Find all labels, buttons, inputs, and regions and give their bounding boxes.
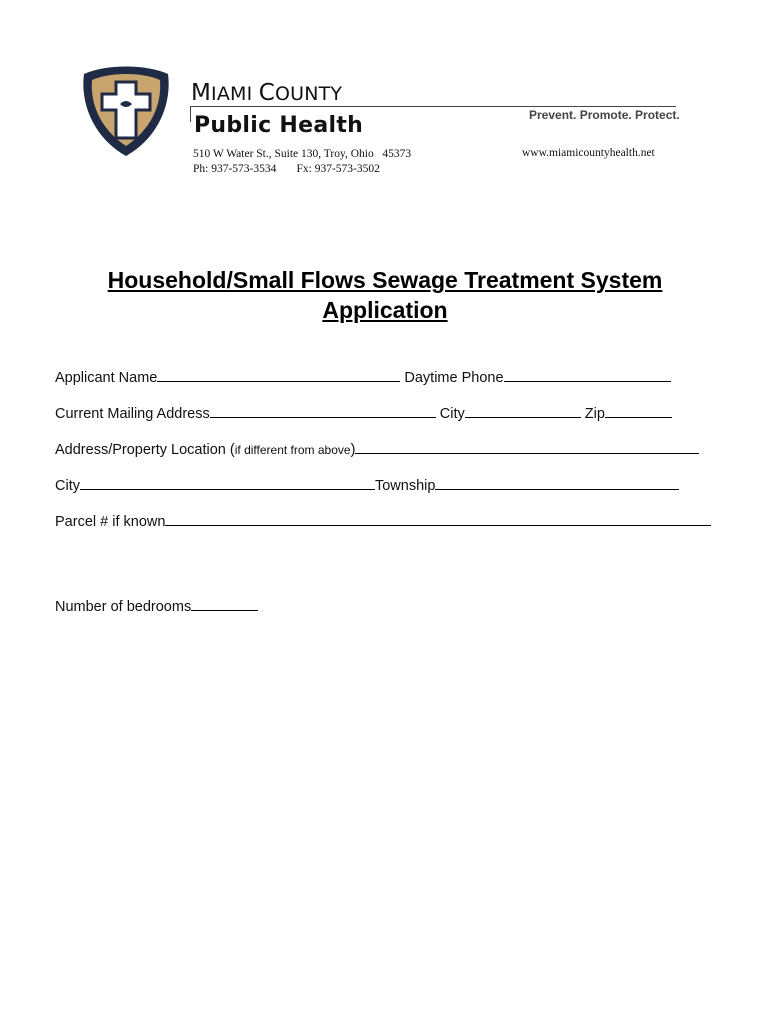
form-title-line1: Household/Small Flows Sewage Treatment System [107,267,663,293]
applicant-name-field[interactable] [157,367,400,382]
row-city-township [55,475,679,494]
applicant-name-label: Applicant Name [55,370,158,386]
row-applicant [55,367,671,386]
mailing-address-field[interactable] [210,403,436,418]
zip-field[interactable] [605,403,672,418]
zip-label: Zip [584,406,605,422]
row-parcel [55,511,711,530]
property-location-field[interactable] [355,439,699,454]
city2-label: City [55,478,80,494]
city-label: City [439,406,465,422]
county-logo [76,64,176,160]
city-field[interactable] [465,403,581,418]
row-bedrooms [55,596,258,615]
township-field[interactable] [435,475,679,490]
property-location-note: if different from above [234,443,351,457]
address-block [193,147,411,177]
property-location-close: ) [350,442,356,458]
address-line2: Ph: 937-573-3534 Fx: 937-573-3502 [193,163,380,175]
parcel-label: Parcel # if known [55,514,166,530]
daytime-phone-label: Daytime Phone [404,370,504,386]
org-name-line2: Public Health [194,113,364,138]
mailing-address-label: Current Mailing Address [55,406,210,422]
form-title-line2: Application [322,297,448,323]
shield-cross-icon [76,64,176,160]
row-mailing [55,403,672,422]
slogan: Prevent. Promote. Protect. [529,108,680,122]
address-line1: 510 W Water St., Suite 130, Troy, Ohio 45373 [193,148,412,160]
city2-field[interactable] [80,475,375,490]
website-link[interactable]: www.miamicountyhealth.net [522,147,655,159]
row-property [55,439,699,458]
header-divider-vertical [190,106,191,122]
property-location-label: Address/Property Location ( [55,442,235,458]
township-label: Township [374,478,436,494]
bedrooms-label: Number of bedrooms [55,599,192,615]
bedrooms-field[interactable] [191,596,258,611]
header-divider [190,106,676,107]
daytime-phone-field[interactable] [504,367,671,382]
parcel-field[interactable] [165,511,711,526]
form-title [0,265,770,325]
org-name-line1: MIAMI COUNTY [191,80,343,106]
